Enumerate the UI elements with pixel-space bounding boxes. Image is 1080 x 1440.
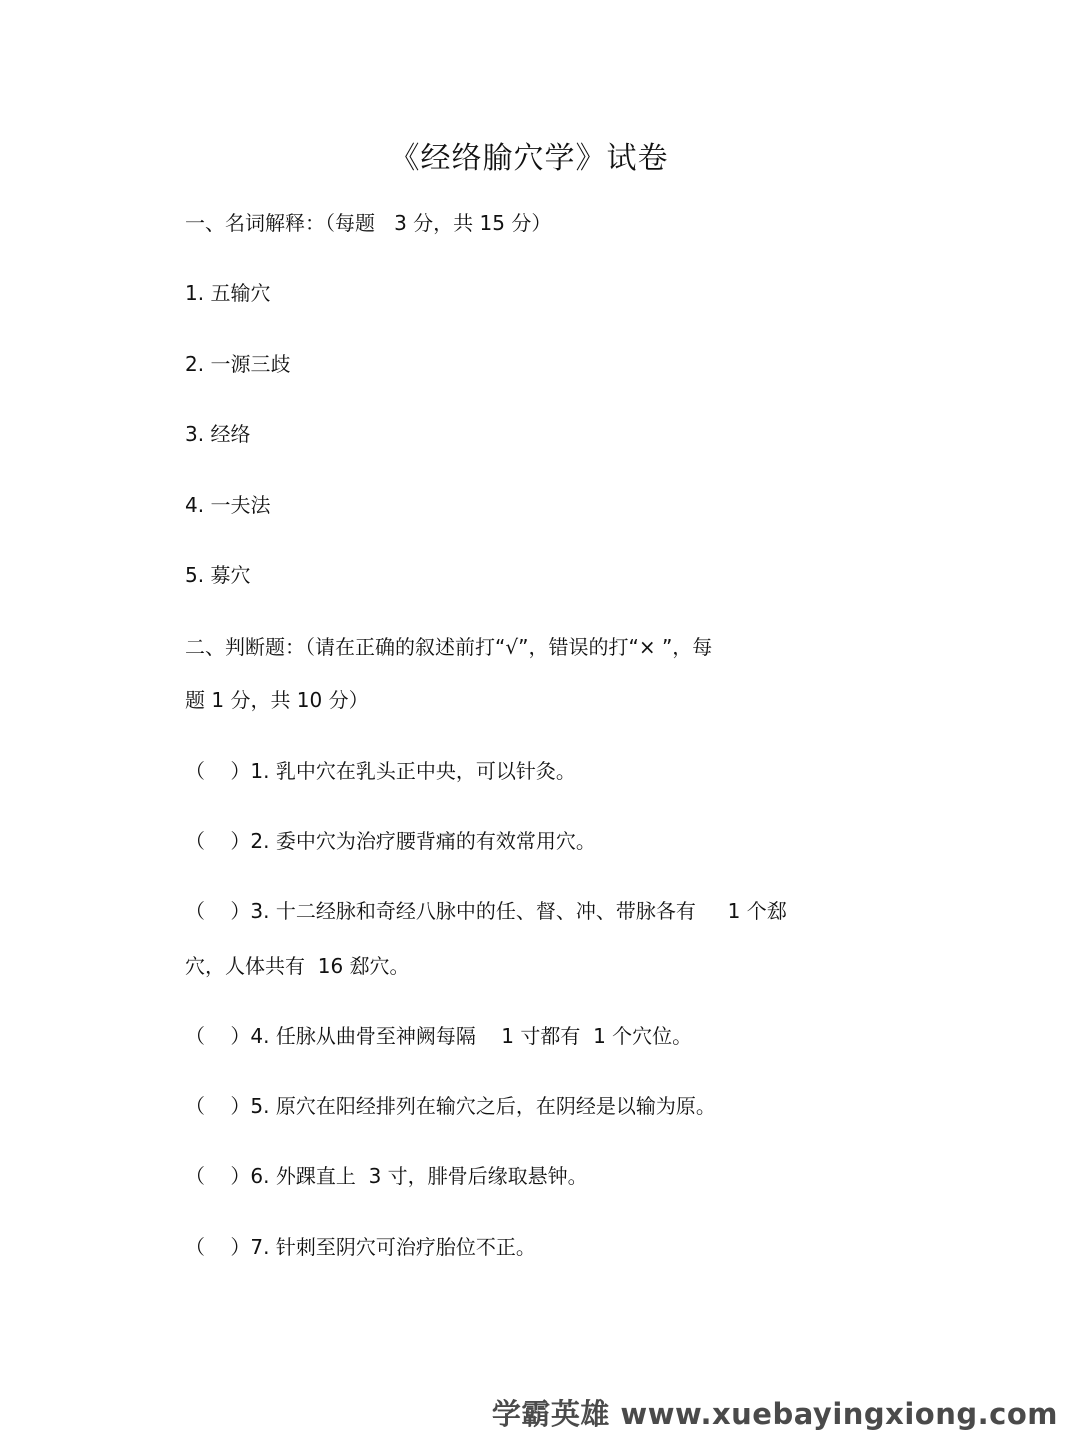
- site-watermark: 学霸英雄 www.xuebayingxiong.com: [491, 1397, 1058, 1431]
- judge-item-3: （ ）3. 十二经脉和奇经八脉中的任、督、冲、带脉各有 1 个郄: [185, 899, 787, 923]
- judge-item-4: （ ）4. 任脉从曲骨至神阙每隔 1 寸都有 1 个穴位。: [185, 1024, 693, 1048]
- term-item-1: 1. 五输穴: [185, 281, 271, 305]
- judge-item-6: （ ）6. 外踝直上 3 寸，腓骨后缘取悬钟。: [185, 1164, 588, 1188]
- term-item-2: 2. 一源三歧: [185, 352, 291, 376]
- judge-item-7: （ ）7. 针刺至阴穴可治疗胎位不正。: [185, 1235, 536, 1259]
- section1-heading: 一、名词解释：（每题 3 分，共 15 分）: [185, 211, 552, 235]
- term-item-5: 5. 募穴: [185, 563, 251, 587]
- term-item-4: 4. 一夫法: [185, 493, 271, 517]
- page-title: 《经络腧穴学》试卷: [389, 141, 669, 176]
- section2-heading-line1: 二、判断题：（请在正确的叙述前打“√”，错误的打“× ”，每: [185, 635, 713, 659]
- section2-heading-line2: 题 1 分，共 10 分）: [185, 688, 369, 712]
- judge-item-2: （ ）2. 委中穴为治疗腰背痛的有效常用穴。: [185, 829, 596, 853]
- judge-item-5: （ ）5. 原穴在阳经排列在输穴之后，在阴经是以输为原。: [185, 1094, 716, 1118]
- term-item-3: 3. 经络: [185, 422, 251, 446]
- judge-item-3-continued: 穴，人体共有 16 郄穴。: [185, 954, 410, 978]
- judge-item-1: （ ）1. 乳中穴在乳头正中央，可以针灸。: [185, 759, 576, 783]
